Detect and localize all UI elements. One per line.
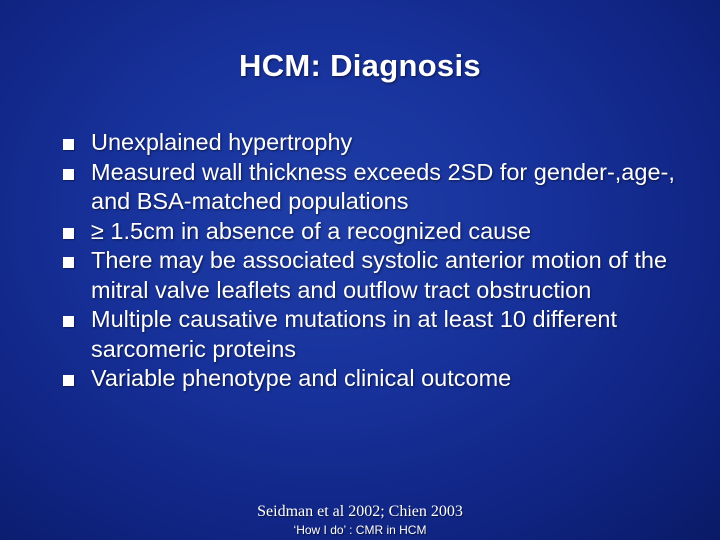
- square-bullet-icon: [63, 169, 74, 180]
- square-bullet-icon: [63, 316, 74, 327]
- list-item: [62, 364, 702, 394]
- list-item: [62, 128, 702, 158]
- square-bullet-icon: [63, 257, 74, 268]
- square-bullet-icon: [63, 139, 74, 150]
- slide-footer: ‘How I do’ : CMR in HCM: [293, 523, 427, 537]
- bullet-text: Measured wall thickness exceeds 2SD for gender-,age-, and BSA-matched populations: [91, 158, 675, 214]
- slide-title: HCM: Diagnosis: [239, 48, 481, 83]
- bullet-text: Variable phenotype and clinical outcome: [91, 365, 512, 391]
- citation: Seidman et al 2002; Chien 2003: [257, 503, 463, 520]
- bullet-list: [62, 128, 702, 394]
- square-bullet-icon: [63, 375, 74, 386]
- bullet-text: ≥ 1.5cm in absence of a recognized cause: [91, 217, 532, 244]
- list-item: [62, 305, 702, 364]
- bullet-text: There may be associated systolic anterior motion of the mitral valve leaflets and outflow tract obstruction: [91, 247, 668, 303]
- list-item: [62, 217, 702, 247]
- list-item: [62, 158, 702, 217]
- bullet-text: Multiple causative mutations in at least 10 different sarcomeric proteins: [91, 306, 617, 362]
- square-bullet-icon: [63, 228, 74, 239]
- bullet-text: Unexplained hypertrophy: [91, 129, 353, 155]
- list-item: [62, 246, 702, 305]
